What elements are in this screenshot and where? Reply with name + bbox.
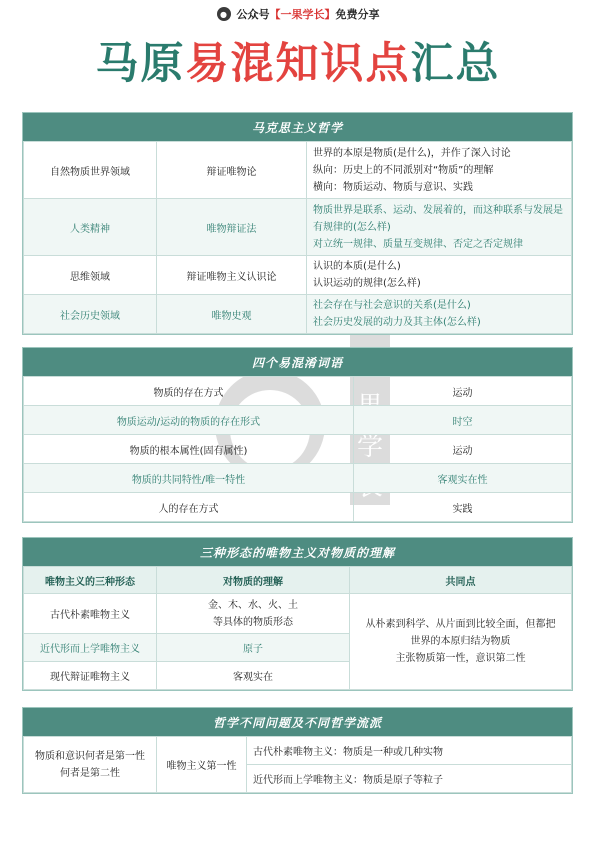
table-row	[24, 737, 572, 765]
common-line: 主张物质第一性，意识第二性	[395, 653, 526, 664]
understanding-line: 等具体的物质形态	[213, 616, 293, 628]
brand-prefix: 公众号	[236, 8, 270, 21]
domain-cell: 自然物质世界领域	[24, 142, 157, 199]
understanding-line: 金、木、水、火、土	[208, 599, 298, 611]
brand-suffix: 免费分享	[335, 8, 380, 21]
section4-heading: 哲学不同问题及不同哲学流派	[23, 708, 572, 736]
content-cell	[307, 295, 572, 334]
answer-cell: 时空	[354, 406, 572, 435]
section4-table	[23, 736, 572, 793]
content-line: 社会历史发展的动力及其主体(怎么样)	[313, 317, 481, 328]
section1-table	[23, 141, 572, 334]
table-row	[24, 493, 572, 522]
table-row	[24, 464, 572, 493]
table-row	[24, 142, 572, 199]
answer-cell: 运动	[354, 377, 572, 406]
section3-table	[23, 566, 572, 690]
section3-heading: 三种形态的唯物主义对物质的理解	[23, 538, 572, 566]
theory-cell: 辩证唯物主义认识论	[157, 256, 307, 295]
content-line: 认识运动的规律(怎么样)	[313, 278, 421, 289]
watermark-char-3: 学	[356, 432, 384, 462]
domain-cell: 社会历史领域	[24, 295, 157, 334]
content-cell	[307, 256, 572, 295]
brand-name: 【一果学长】	[269, 8, 336, 21]
page-title	[0, 34, 596, 94]
section-philosophy-schools	[22, 707, 573, 794]
understanding-cell: 客观实在	[157, 662, 350, 690]
form-cell: 古代朴素唯物主义	[24, 594, 157, 634]
table-row	[24, 435, 572, 464]
item-cell: 古代朴素唯物主义：物质是一种或几种实物	[247, 737, 572, 765]
title-part3: 汇总	[410, 39, 501, 89]
content-line: 对立统一规律、质量互变规律、否定之否定规律	[313, 238, 523, 250]
column-header: 对物质的理解	[157, 567, 350, 594]
theory-cell: 唯物辩证法	[157, 199, 307, 256]
understanding-cell	[157, 594, 350, 634]
title-part2: 易混知识点	[185, 39, 411, 89]
answer-cell: 运动	[354, 435, 572, 464]
content-line: 社会存在与社会意识的关系(是什么)	[313, 300, 471, 311]
content-cell	[307, 199, 572, 256]
section2-table	[23, 376, 572, 522]
common-line: 世界的本原归结为物质	[410, 636, 511, 647]
term-cell: 物质的根本属性(固有属性)	[24, 435, 354, 464]
table-row	[24, 406, 572, 435]
question-cell	[24, 737, 157, 793]
theory-cell: 辩证唯物论	[157, 142, 307, 199]
table-row	[24, 377, 572, 406]
section-three-forms	[22, 537, 573, 691]
content-line: 纵向：历史上的不同派别对“物质”的理解	[313, 164, 494, 176]
content-line: 世界的本原是物质(是什么)，并作了深入讨论	[313, 147, 511, 159]
term-cell: 物质的共同特性/唯一特性	[24, 464, 354, 493]
title-part1: 马原	[95, 39, 186, 89]
column-header: 唯物主义的三种形态	[24, 567, 157, 594]
section-marxist-philosophy	[22, 112, 573, 335]
table-header-row	[24, 567, 572, 594]
term-cell: 人的存在方式	[24, 493, 354, 522]
item-cell: 近代形而上学唯物主义：物质是原子等粒子	[247, 765, 572, 793]
form-cell: 现代辩证唯物主义	[24, 662, 157, 690]
form-cell: 近代形而上学唯物主义	[24, 634, 157, 662]
understanding-cell: 原子	[157, 634, 350, 662]
avatar-icon: ●	[217, 7, 231, 21]
question-line: 何者是第二性	[60, 767, 120, 779]
common-line: 从朴素到科学、从片面到比较全面，但都把	[365, 619, 556, 630]
answer-cell: 实践	[354, 493, 572, 522]
content-cell	[307, 142, 572, 199]
common-cell	[350, 594, 572, 690]
table-row	[24, 256, 572, 295]
table-row	[24, 594, 572, 634]
school-cell: 唯物主义第一性	[157, 737, 247, 793]
column-header: 共同点	[350, 567, 572, 594]
term-cell: 物质运动/运动的物质的存在形式	[24, 406, 354, 435]
section-confusing-terms	[22, 347, 573, 523]
domain-cell: 人类精神	[24, 199, 157, 256]
theory-cell: 唯物史观	[157, 295, 307, 334]
content-line: 横向：物质运动、物质与意识、实践	[313, 181, 473, 193]
content-line: 认识的本质(是什么)	[313, 261, 401, 272]
table-row	[24, 295, 572, 334]
header-bar	[0, 4, 596, 24]
section2-heading: 四个易混淆词语	[23, 348, 572, 376]
answer-cell: 客观实在性	[354, 464, 572, 493]
table-row	[24, 199, 572, 256]
question-line: 物质和意识何者是第一性	[35, 750, 145, 762]
content-line: 物质世界是联系、运动、发展着的，而这种联系与发展是有规律的(怎么样)	[313, 204, 563, 233]
term-cell: 物质的存在方式	[24, 377, 354, 406]
section1-heading: 马克思主义哲学	[23, 113, 572, 141]
domain-cell: 思维领域	[24, 256, 157, 295]
